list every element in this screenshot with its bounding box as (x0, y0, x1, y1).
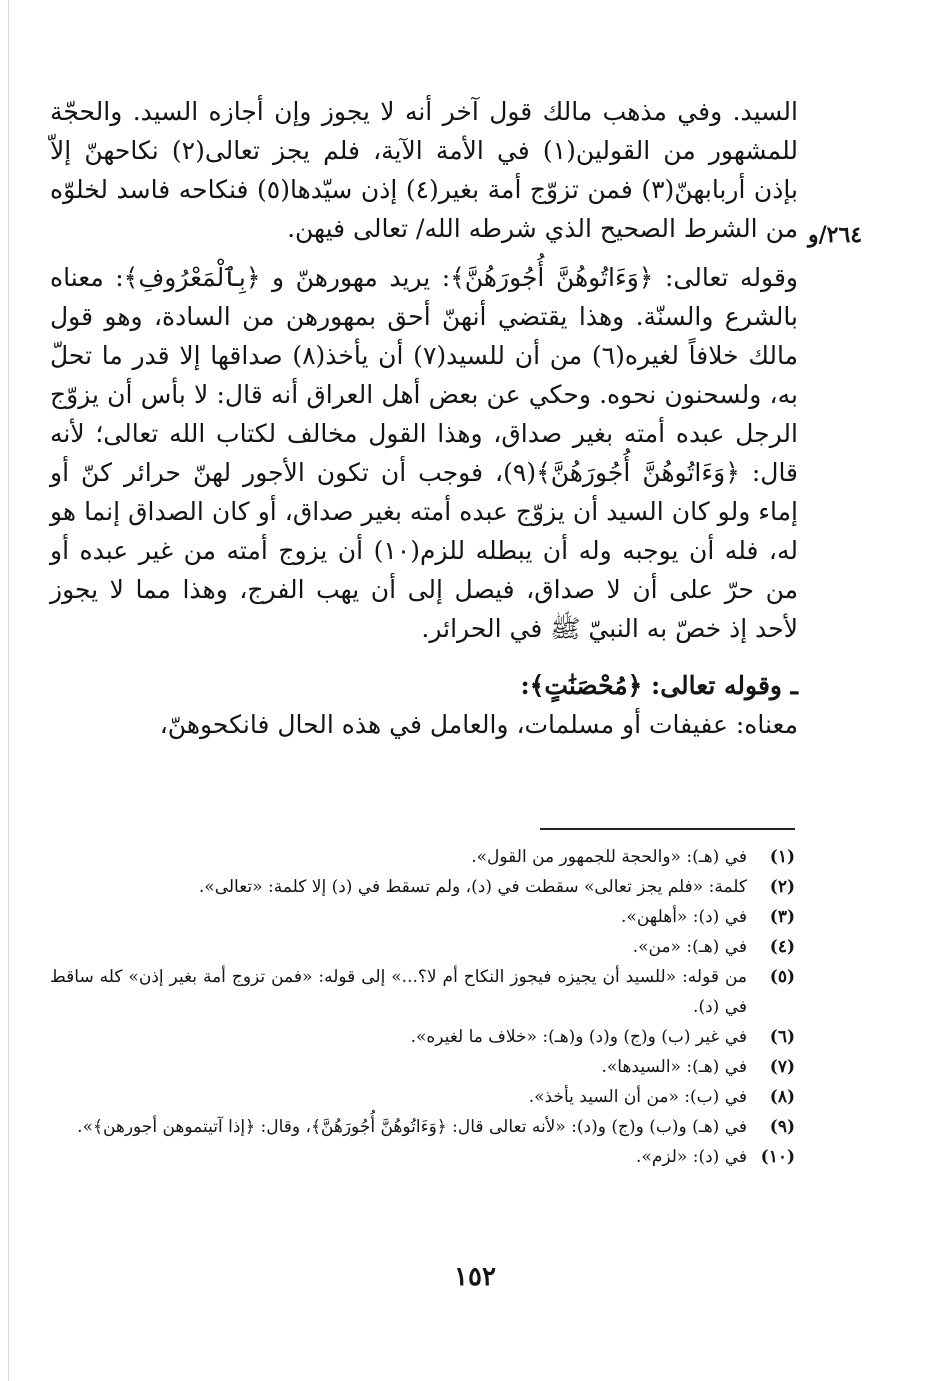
paragraph-2: وقوله تعالى: ﴿وَءَاتُوهُنَّ أُجُورَهُنَّ﴾: يريد مهورهنّ و ﴿بِٱلْمَعْرُوفِ﴾: معناه بالشرع والسنّة. وهذا يقتضي أنهنّ أحق بمهورهن من السادة، وهو قول مالك خلافاً لغيره(٦) من أن للسيد(٧) أن يأخذ(٨) صداقها إلا قدر ما تحلّ به، ولسحنون نحوه. وحكي عن بعض أهل العراق أنه قال: لا بأس أن يزوّج الرجل عبده أمته بغير صداق، وهذا القول مخالف لكتاب الله تعالى؛ لأنه قال: ﴿وَءَاتُوهُنَّ أُجُورَهُنَّ﴾(٩)، فوجب أن تكون الأجور لهنّ حرائر كنّ أو إماء ولو كان السيد أن يزوّج عبده أمته بغير صداق، أو كان الصداق إنما هو له، فله أن يوجبه وله أن يبطله للزم(١٠) أن يزوج أمته من غير عبده أو من حرّ على أن لا صداق، فيصل إلى أن يهب الفرج، وهذا مما لا يجوز لأحد إذ خصّ به النبيّ ﷺ في الحرائر. (50, 263, 799, 643)
footnote-text: في (هـ): «والحجة للجمهور من القول». (471, 847, 747, 867)
footnote-number: (٣) (769, 907, 795, 927)
footnote-text: في (د): «أهلهن». (621, 907, 747, 927)
footnote-item (50, 1112, 795, 1142)
footnote-item (50, 902, 795, 932)
paragraph-1: السيد. وفي مذهب مالك قول آخر أنه لا يجوز وإن أجازه السيد. والحجّة للمشهور من القولين(١) في الأمة الآية، فلم يجز تعالى(٢) نكاحهنّ إلاّ بإذن أربابهنّ(٣) فمن تزوّج أمة بغير(٤) إذن سيّدها(٥) فنكاحه فاسد لخلوّه من الشرط الصحيح الذي شرطه الله/ تعالى فيهن. (50, 97, 798, 243)
footnote-item (50, 1022, 795, 1052)
footnote-item (50, 1082, 795, 1112)
footnote-number: (١٠) (760, 1147, 795, 1167)
footnote-text: في (هـ): «من». (632, 937, 747, 957)
margin-folio-note: ٢٦٤/و (808, 222, 863, 248)
footnote-divider (540, 828, 795, 830)
footnote-item (50, 842, 795, 872)
footnote-number: (٧) (769, 1057, 795, 1077)
footnote-number: (٦) (769, 1027, 795, 1047)
section-heading: ـ وقوله تعالى: ﴿مُحْصَنَٰتٍ﴾: (520, 671, 798, 700)
footnote-number: (٢) (769, 877, 795, 897)
footnote-number: (٥) (769, 967, 795, 987)
footnotes-list (50, 842, 795, 1172)
footnote-item (50, 872, 795, 902)
page-number: ١٥٢ (454, 1262, 496, 1292)
footnote-item (50, 1052, 795, 1082)
footnote-text: في (ب): «من أن السيد يأخذ». (528, 1087, 747, 1107)
footnote-text: في (د): «لزم». (636, 1147, 747, 1167)
footnote-item (50, 962, 795, 1022)
footnote-number: (٨) (769, 1087, 795, 1107)
footnote-text: في غير (ب) و(ج) و(د) و(هـ): «خلاف ما لغيره». (410, 1027, 747, 1047)
footnote-text: من قوله: «للسيد أن يجيزه فيجوز النكاح أم لا؟...» إلى قوله: «فمن تزوج أمة بغير إذن» كله ساقط في (د). (50, 967, 747, 1017)
footnote-item (50, 932, 795, 962)
page-edge (8, 0, 9, 1381)
footnote-text: في (هـ) و(ب) و(ج) و(د): «لأنه تعالى قال: ﴿وَءَاتُوهُنَّ أُجُورَهُنَّ﴾، وقال: ﴿إذا آتيتموهن أجورهن﴾». (77, 1117, 747, 1137)
main-text (50, 92, 798, 744)
footnote-number: (٤) (769, 937, 795, 957)
paragraph-3: معناه: عفيفات أو مسلمات، والعامل في هذه الحال فانكحوهنّ، (159, 710, 798, 739)
footnote-text: في (هـ): «السيدها». (601, 1057, 747, 1077)
footnote-item (50, 1142, 795, 1172)
footnote-number: (٩) (769, 1117, 795, 1137)
footnote-number: (١) (769, 847, 795, 867)
footnote-text: كلمة: «فلم يجز تعالى» سقطت في (د)، ولم تسقط في (د) إلا كلمة: «تعالى». (198, 877, 747, 897)
